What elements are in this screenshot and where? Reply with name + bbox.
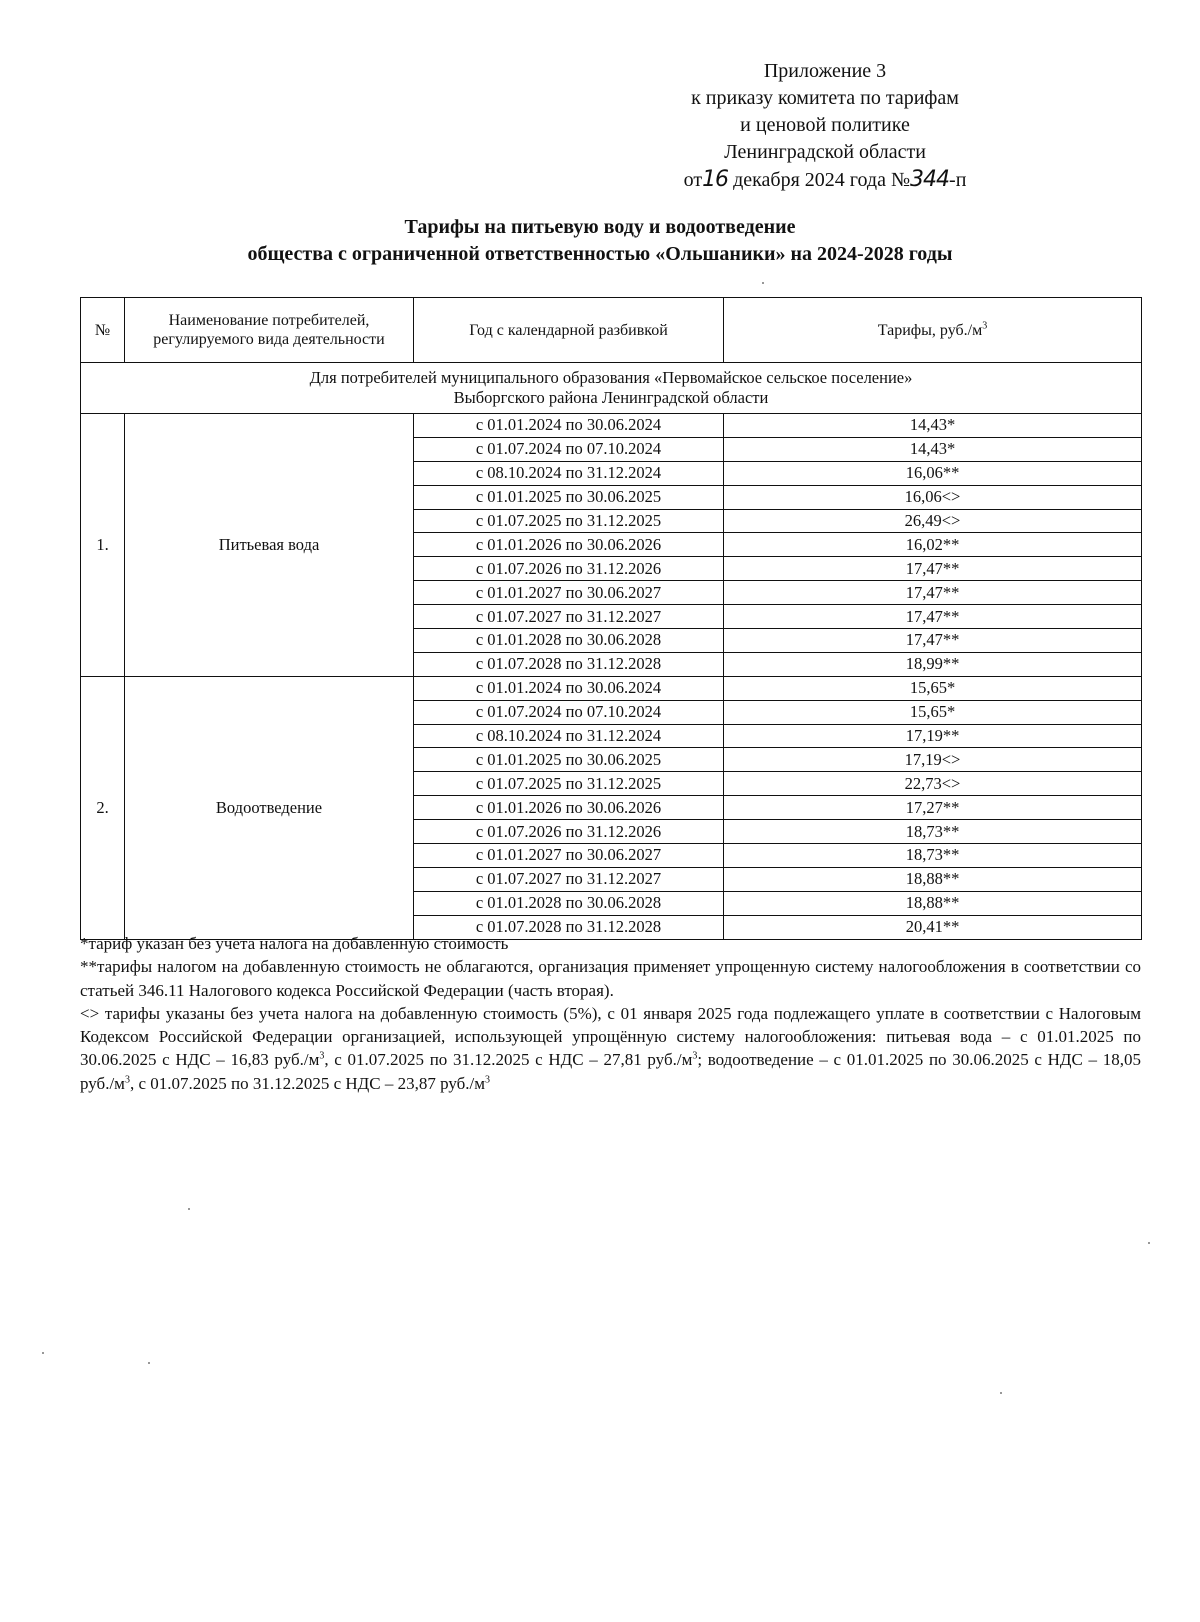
tariff-cell: 18,88** [724,867,1142,891]
footnote-vat-part: , с 01.07.2025 по 31.12.2025 с НДС – 27,81 руб./м [324,1050,693,1070]
table-header-row [81,298,1142,363]
tariff-cell: 17,47** [724,605,1142,629]
period-cell: с 01.01.2028 по 30.06.2028 [414,891,724,915]
row-number: 2. [81,676,125,939]
region-line-1: Для потребителей муниципального образования «Первомайское сельское поселение» [309,368,913,387]
tariff-cell: 16,02** [724,533,1142,557]
tariff-cell: 17,19<> [724,748,1142,772]
appendix-line: Ленинградской области [724,141,926,163]
scan-speck [762,282,764,284]
consumer-activity-name: Питьевая вода [125,414,414,677]
handwritten-order-number: 344 [910,167,950,192]
tariff-cell: 16,06** [724,461,1142,485]
scan-speck [188,1208,190,1210]
region-cell [81,363,1142,414]
handwritten-day: 16 [702,167,729,192]
footnote-vat-part: , с 01.07.2025 по 31.12.2025 с НДС – 23,87 руб./м [129,1073,486,1093]
tariff-cell: 14,43* [724,437,1142,461]
period-cell: с 01.01.2026 по 30.06.2026 [414,796,724,820]
date-prefix: от [683,169,703,191]
order-number-suffix: -п [949,169,967,191]
period-cell: с 01.07.2025 по 31.12.2025 [414,509,724,533]
period-cell: с 01.07.2026 по 31.12.2026 [414,557,724,581]
region-row [81,363,1142,414]
tariff-cell: 16,06<> [724,485,1142,509]
appendix-header [615,58,1035,194]
footnote-vat-part: <> тарифы указаны без учета налога на добавленную стоимость (5%), с 01 января 2025 года подлежащего уплате в соответствии с Налоговым Кодексом Российской Федерации организацией, использующей упрощённую систему налогообложения: питьевая вода – с 01.01.2025 по 30.06.2025 с НДС – 16,83 руб./м [80,1003,1141,1070]
tariff-cell: 14,43* [724,414,1142,438]
consumer-activity-name: Водоотведение [125,676,414,939]
footnote-vat [80,1002,1141,1095]
period-cell: с 01.07.2028 по 31.12.2028 [414,652,724,676]
footnote-vat-part: ; водоотведение – с 01.01.2025 по 30.06.2025 с НДС – 18,05 руб./м [80,1050,1141,1093]
scan-speck [148,1362,150,1364]
tariff-cell: 17,27** [724,796,1142,820]
period-cell: с 01.01.2027 по 30.06.2027 [414,844,724,868]
header-consumer-name: Наименование потребителей, регулируемого вида деятельности [125,298,414,363]
period-cell: с 01.07.2025 по 31.12.2025 [414,772,724,796]
tariff-cell: 22,73<> [724,772,1142,796]
tariff-cell: 20,41** [724,915,1142,939]
period-cell: с 01.01.2027 по 30.06.2027 [414,581,724,605]
tariff-cell: 17,47** [724,629,1142,653]
table-row [81,676,1142,700]
scan-speck [1148,1242,1150,1244]
header-tariff-label: Тарифы, руб./м [877,321,983,339]
scan-speck [42,1352,44,1354]
row-number: 1. [81,414,125,677]
date-middle: декабря 2024 года № [728,169,911,191]
tariff-cell: 17,47** [724,557,1142,581]
appendix-line: к приказу комитета по тарифам [691,87,959,109]
appendix-line: Приложение 3 [763,60,887,82]
period-cell: с 08.10.2024 по 31.12.2024 [414,724,724,748]
period-cell: с 01.01.2025 по 30.06.2025 [414,748,724,772]
period-cell: с 01.07.2028 по 31.12.2028 [414,915,724,939]
tariff-cell: 26,49<> [724,509,1142,533]
footnotes [80,932,1141,1095]
period-cell: с 01.01.2025 по 30.06.2025 [414,485,724,509]
period-cell: с 01.07.2024 по 07.10.2024 [414,437,724,461]
tariff-cell: 18,73** [724,820,1142,844]
header-tariff-sup: 3 [982,320,988,332]
footnote-sup: 3 [485,1074,491,1086]
footnote-sup: 3 [124,1074,130,1086]
period-cell: с 01.01.2028 по 30.06.2028 [414,629,724,653]
period-cell: с 01.07.2026 по 31.12.2026 [414,820,724,844]
header-tariff [724,298,1142,363]
period-cell: с 01.01.2024 по 30.06.2024 [414,676,724,700]
tariff-cell: 17,19** [724,724,1142,748]
appendix-line: и ценовой политике [740,114,910,136]
footnote-sup: 3 [319,1050,325,1062]
period-cell: с 01.01.2024 по 30.06.2024 [414,414,724,438]
tariff-cell: 18,99** [724,652,1142,676]
document-title [0,214,1200,268]
header-number: № [81,298,125,363]
footnote-double-star: **тарифы налогом на добавленную стоимость не облагаются, организация применяет упрощенную систему налогообложения в соответствии со статьей 346.11 Налогового кодекса Российской Федерации (часть вторая). [80,957,1141,1000]
footnote-sup: 3 [692,1050,698,1062]
period-cell: с 01.01.2026 по 30.06.2026 [414,533,724,557]
order-date-line [615,166,1035,194]
period-cell: с 01.07.2027 по 31.12.2027 [414,867,724,891]
title-line-1: Тарифы на питьевую воду и водоотведение [404,216,796,238]
tariff-cell: 18,88** [724,891,1142,915]
tariff-cell: 15,65* [724,700,1142,724]
tariff-cell: 18,73** [724,844,1142,868]
scan-speck [1000,1392,1002,1394]
period-cell: с 01.07.2027 по 31.12.2027 [414,605,724,629]
tariff-cell: 15,65* [724,676,1142,700]
tariff-cell: 17,47** [724,581,1142,605]
period-cell: с 08.10.2024 по 31.12.2024 [414,461,724,485]
tariffs-table [80,297,1142,940]
title-line-2: общества с ограниченной ответственностью «Ольшаники» на 2024-2028 годы [247,243,953,265]
period-cell: с 01.07.2024 по 07.10.2024 [414,700,724,724]
table-body [81,363,1142,940]
header-period: Год с календарной разбивкой [414,298,724,363]
footnote-single-star: *тариф указан без учета налога на добавленную стоимость [80,934,509,953]
table-row [81,414,1142,438]
region-line-2: Выборгского района Ленинградской области [453,388,769,407]
